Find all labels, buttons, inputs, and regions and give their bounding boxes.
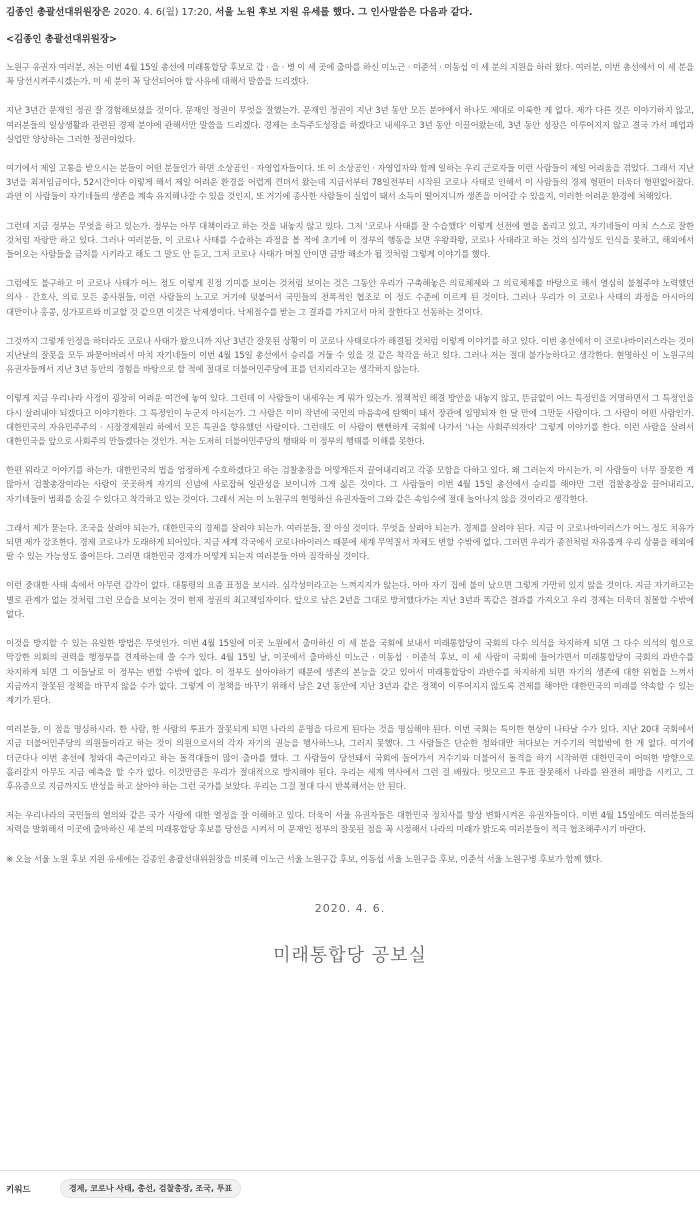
paragraph: 노원구 유권자 여러분, 저는 이번 4월 15일 총선에 미래통합당 후보로 갑 · 을 · 병 이 세 곳에 출마를 하신 이노근 · 이준석 · 이동섭 이 세 분의 지원을 하러 왔다. 여러분, 이번 총선에서 이 세 분을 꼭 당선시켜주시겠는가. 이 세 분이 꼭 당선되어야 할 사유에 대해서 말씀을 드리겠다.: [6, 62, 694, 87]
organization-name: 미래통합당 공보실: [273, 944, 427, 966]
keywords-label: 키워드: [6, 1184, 31, 1195]
footnote: ※ 오늘 서울 노원 후보 지원 유세에는 김종인 총괄선대위원장을 비롯해 이노근 서울 노원구갑 후보, 이동섭 서울 노원구을 후보, 이준석 서울 노원구병 후보가 함께 했다.: [6, 853, 603, 864]
paragraph: 이런 중대한 사태 속에서 아무런 감각이 없다. 대통령의 요즘 표정을 보시라. 심각성이라고는 느껴지지가 않는다. 아마 자기 집에 불이 났으면 그렇게 가만히 있지 않을 것이다. 지금 자기하고는 별로 관계가 없는 것처럼 그런 모습을 보이는 것이 현재 정권의 최고책임자이다. 앞으로 남은 2년을 그대로 방치했다가는 지난 3년과 똑같은 결과를 가져오고 우리 경제는 더욱더 침몰할 수밖에 없다.: [6, 580, 694, 619]
intro-line: [6, 6, 694, 20]
intro-datetime: 2020. 4. 6(월) 17:20,: [113, 7, 212, 18]
paragraph: 이것을 방지할 수 있는 유일한 방법은 무엇인가. 이번 4월 15일에 이곳 노원에서 출마하신 이 세 분을 국회에 보내서 미래통합당이 국회의 다수 의석을 차지하게 되면 그 다수 의석의 힘으로 막강한 의회의 권력을 행정부를 견제하는데 쓸 수가 있다. 4월 15일 날, 이곳에서 출마하신 이노근 · 이동섭 · 이준석 후보, 이 세 사람이 국회에 들어가면서 미래통합당이 국회의 과반수를 차지하게 되면 그 이들날로 이 정부는 변할 수밖에 없다. 이 정부도 살아야하기 때문에 생존의 본능을 갖고 있어서 미래통합당이 과반수를 차지하게 되면 자기의 생존에 대한 위협을 느껴서 지금까지 잘못된 정책을 바꾸지 않을 수가 없다. 그렇게 이 정책을 바꾸기 위해서 남은 2년 동안에 지난 3년과 같은 정책이 이루어지지 않도록 견제를 해야만 대한민국의 미래를 약속할 수 있는 계기가 된다.: [6, 638, 694, 705]
paragraph: 여러분들, 이 점을 명심하시라. 한 사람, 한 사람의 투표가 잘못되게 되면 나라의 운명을 다르게 된다는 것을 명심해야 된다. 이번 국회는 특이한 현상이 나타날 수가 있다. 지난 20대 국회에서 지금 더불어민주당의 의원들이라고 하는 것이 의원으로서의 각자 자기의 권능을 행사하느냐, 그러지 못했다. 그 사람들은 단순한 청와대만 쳐다보는 거수기의 역할밖에 한 게 없다. 여기에 더군다나 이번 총선에 청와대 측근이라고 하는 돌격대들이 많이 출마를 했다. 그 사람들이 당선돼서 국회에 들어가서 거수기와 더불어서 돌격을 하기 시작하면 대한민국이 어떠한 방향으로 흘러갈지 아무도 지금 예측을 할 수가 없다. 이것만큼은 우리가 절대적으로 방지해야 된다. 우리는 세계 역사에서 그런 걸 배웠다. 멋모르고 투표 잘못해서 나라를 완전히 패망을 시키고, 그 후유증으로 지금까지도 반성을 하고 살아야 하는 그런 국가를 보았다. 우리는 그걸 절대 다시 반복해서는 안 된다.: [6, 724, 694, 791]
speaker-heading: <김종인 총괄선대위원장>: [6, 34, 117, 45]
paragraph: 저는 우리나라의 국민들의 열의와 같은 국가 사랑에 대한 열정을 잘 이해하고 있다. 더욱이 서울 유권자들은 대한민국 정치사를 항상 변화시켜온 유권자들이다. 이번 4월 15일에도 여러분들의 저력을 발휘해서 이곳에 출마하신 세 분의 미래통합당 후보를 당선을 시켜서 이 문재인 정부의 잘못된 점을 꼭 시정해서 나라의 미래가 밝도록 여러분들이 적극 협조해주시기 바란다.: [6, 810, 694, 835]
paragraph: 그럼에도 불구하고 이 코로나 사태가 어느 정도 이렇게 진정 기미를 보이는 것처럼 보이는 것은 그동안 우리가 구축해놓은 의료체제와 그 의료체제를 바탕으로 해서 열심히 불철주야 노력했던 의사 · 간호사, 의료 모든 종사원들, 이런 사람들의 노고로 거기에 덧붙어서 국민들의 전폭적인 협조로 이 정도 수준에 이르게 된 것이다. 그러나 우리가 이 코로나 사태의 과정을 아시아의 대만이나 홍콩, 싱가포르와 비교할 것 같으면 이것은 낙제생이다. 낙제점수를 받는 그 결과를 가지고서 마치 잘한다고 선동하는 것이다.: [6, 278, 694, 317]
release-date: 2020. 4. 6.: [314, 901, 386, 915]
paragraph: 그런데 지금 정부는 무엇을 하고 있는가. 정부는 아무 대책이라고 하는 것을 내놓지 않고 있다. 그저 '코로나 사태를 잘 수습했다' 이렇게 선전에 열을 올리고 있고, 자기네들이 마치 스스로 잘한 것처럼 자랑만 하고 있다. 그러나 여러분들, 이 코로나 사태를 수습하는 과정을 볼 적에 초기에 이 정부의 행동을 보면 우왕좌왕, 코로나 사태라고 하는 것의 심각성도 인식을 못하고, 해외에서 들어오는 사람들을 금지를 시키라고 해도 그 말도 안 듣고, 그저 코로나 사태가 며칠 안이면 금방 해소가 될 것처럼 그렇게 이야기를 했다.: [6, 220, 694, 260]
speech-body: [6, 60, 694, 837]
intro-speaker: 김종인 총괄선대위원장은: [6, 7, 111, 18]
keywords-bar: [0, 1170, 700, 1206]
paragraph: 여기에서 제일 고통을 받으시는 분들이 어떤 분들인가 하면 소상공인 · 자영업자들이다. 또 이 소상공인 · 자영업자와 함께 일하는 우리 근로자들 이런 사람들이 제일 어려움을 겪었다. 그래서 지난 3년을 최저임금이다, 52시간이다 이렇게 해서 제일 어려운 환경을 어렵게 견뎌서 왔는데 지금서부터 78일전부터 시작된 코로나 사태로 인해서 이 사람들의 경제 형편이 더욱더 형편없어졌다. 과연 이 사람들이 자기네들의 생존을 계속 유지해나갈 수 있을 것인지, 또 거기에 종사한 사람들이 실업이 돼서 소득이 떨어지니까 생존을 이어갈 수 있을지, 이러한 어려운 환경에 처해있다.: [6, 163, 694, 202]
paragraph: 그것까지 그렇게 인정을 하더라도 코로나 사태가 왔으니까 지난 3년간 잘못된 상황이 이 코로나 사태로다가 해결될 것처럼 이렇게 이야기를 하고 있다. 이번 총선에서 이 코로나바이러스라는 것이 지난날의 잘못을 모두 파묻어버려서 마치 자기네들이 이번 4월 15일 총선에서 승리를 거둘 수 있을 것 같은 착각을 하고 있다. 그러나 저는 절대 불가능하다고 생각한다. 현명하신 이 노원구의 유권자들께서 지난 3년 동안의 경험을 바탕으로 할 적에 절대로 더불어민주당에 표를 던지리라고는 생각하지 않는다.: [6, 335, 694, 375]
intro-rest: 서울 노원 후보 지원 유세를 했다. 그 인사말씀은 다음과 같다.: [215, 7, 473, 18]
paragraph: 그래서 제가 묻는다. 조국을 살려야 되는가, 대한민국의 경제를 살려야 되는가. 여러분들, 잘 아실 것이다. 무엇을 살려야 되는가. 경제를 살려야 된다. 지금 이 코로나바이러스가 어느 정도 치유가 되면 제가 강조한다. 경제 코로나가 도래하게 되어있다. 지금 세계 각국에서 코로나바이러스 때문에 세계 무역질서 자체도 변할 수밖에 없다. 그러면 우리가 종전처럼 자유롭게 우리 상품을 해외에 팔 수 있는 가능성도 줄어든다. 그러면 대한민국 경제가 어떻게 되는지 여러분들 아마 짐작하실 것이다.: [6, 522, 694, 562]
paragraph: 이렇게 지금 우리나라 사정이 굉장히 어려운 여건에 놓여 있다. 그런데 이 사람들이 내세우는 게 뭐가 있는가. 정책적인 해결 방안을 내놓지 않고, 뜬금없이 어느 특정인을 거명하면서 그 특정인을 다시 살려내야 되겠다고 이야기한다. 그 특정인이 누군지 아시는가. 그 사람은 이미 작년에 국민의 마음속에 탄핵이 돼서 장관에 임명되자 한 달 만에 그만둔 사람이다. 그 사람이 어떤 사람인가. 대한민국의 자유민주주의 · 시장경제원리 하에서 모든 특권을 향유했던 사람이다. 그런데도 이 사람이 뻔뻔하게 국회에 나가서 '나는 사회주의자다' 그렇게 이야기를 한다. 이런 사람을 살려서 대한민국을 앞으로 사회주의 만들겠다는 것인가. 저는 도저히 더불어민주당의 행태와 이 정부의 행태를 이해를 못한다.: [6, 393, 694, 447]
keywords-tag[interactable]: 경제, 코로나 사태, 총선, 검찰총장, 조국, 투표: [60, 1179, 241, 1198]
paragraph: 한편 뭐라고 이야기를 하는가. 대한민국의 법을 엄정하게 수호하겠다고 하는 검찰총장을 어떻게든지 끌어내리려고 각종 모함을 다하고 있다. 왜 그러는지 아시는가. 이 사람들이 너무 잘못한 게 많아서 검찰총장이라는 사람이 곳곳하게 자기의 신념에 사로잡혀 일관성을 보이니까 그게 싫은 것이다. 그 사람들이 이번 4월 15일 총선에서 승리를 해야만 그런 검찰총장을 끌어내리고, 자기네들이 범죄를 숨길 수 있다고 착각하고 있는 것이다. 그래서 저는 이 노원구의 현명하신 유권자들이 그와 같은 속임수에 절대 놀아나지 않을 것이라고 생각한다.: [6, 465, 694, 504]
paragraph: 지난 3년간 문재인 정권 잘 경험해보셨을 것이다. 문재인 정권이 무엇을 잘했는가. 문재인 정권이 지난 3년 동안 모든 분야에서 하나도 제대로 이룩한 게 없다. 제가 다른 것은 이야기하지 않고, 여러분들의 일상생활과 관련된 경제 분야에 관해서만 말씀을 드리겠다. 경제는 소득주도성장을 하겠다고 내세우고 3년 동안 이끌어왔는데, 3년 동안 성장은 이루어지지 않고 결국 가서 폐업과 실업만 양상하는 그러한 정권이었다.: [6, 105, 694, 144]
